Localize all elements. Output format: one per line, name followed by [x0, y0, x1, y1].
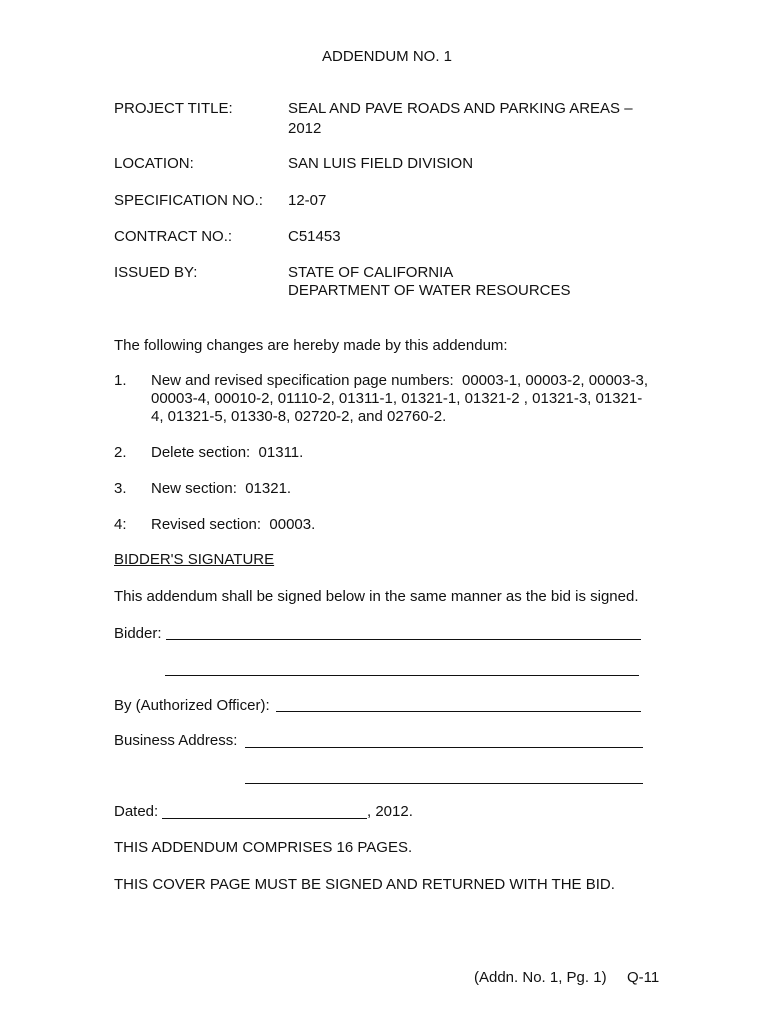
bidder-signature-line[interactable]: [166, 639, 641, 640]
bidder-signature-line-2[interactable]: [165, 675, 639, 676]
changes-intro: The following changes are hereby made by this addendum:: [114, 337, 508, 354]
project-title-value-line2: 2012: [288, 120, 322, 137]
dated-label: Dated:: [114, 803, 159, 820]
business-address-line-2[interactable]: [245, 783, 643, 784]
project-title-label: PROJECT TITLE:: [114, 100, 233, 117]
item-number: 3.: [114, 480, 127, 497]
project-title-value-line1: SEAL AND PAVE ROADS AND PARKING AREAS –: [288, 100, 633, 117]
specification-no-label: SPECIFICATION NO.:: [114, 192, 263, 209]
issued-by-label: ISSUED BY:: [114, 264, 198, 281]
item-text-line: 4, 01321-5, 01330-8, 02720-2, and 02760-2.: [151, 408, 447, 425]
business-address-line[interactable]: [245, 747, 643, 748]
location-label: LOCATION:: [114, 155, 194, 172]
item-number: 2.: [114, 444, 127, 461]
authorized-officer-label: By (Authorized Officer):: [114, 697, 270, 714]
issued-by-value-line1: STATE OF CALIFORNIA: [288, 264, 454, 281]
item-number: 4:: [114, 516, 127, 533]
bidders-signature-heading: BIDDER'S SIGNATURE: [114, 551, 275, 568]
item-text-line: Delete section: 01311.: [151, 444, 304, 461]
specification-no-value: 12-07: [288, 192, 327, 209]
item-text-line: Revised section: 00003.: [151, 516, 316, 533]
bidder-label: Bidder:: [114, 625, 162, 642]
signature-instruction: This addendum shall be signed below in the same manner as the bid is signed.: [114, 588, 639, 605]
issued-by-value-line2: DEPARTMENT OF WATER RESOURCES: [288, 282, 571, 299]
item-text-line: New section: 01321.: [151, 480, 292, 497]
dated-year: , 2012.: [367, 803, 413, 820]
dated-line[interactable]: [162, 818, 367, 819]
document-title: ADDENDUM NO. 1: [322, 48, 453, 65]
authorized-officer-line[interactable]: [276, 711, 641, 712]
pages-note: THIS ADDENDUM COMPRISES 16 PAGES.: [114, 839, 413, 856]
footer-page-code: Q-11: [627, 969, 660, 986]
footer-page-reference: (Addn. No. 1, Pg. 1): [474, 969, 607, 986]
location-value: SAN LUIS FIELD DIVISION: [288, 155, 474, 172]
item-number: 1.: [114, 372, 127, 389]
contract-no-value: C51453: [288, 228, 341, 245]
return-note: THIS COVER PAGE MUST BE SIGNED AND RETURNED WITH THE BID.: [114, 876, 615, 893]
business-address-label: Business Address:: [114, 732, 238, 749]
item-text-line: New and revised specification page numbers: 00003-1, 00003-2, 00003-3,: [151, 372, 648, 389]
contract-no-label: CONTRACT NO.:: [114, 228, 233, 245]
item-text-line: 00003-4, 00010-2, 01110-2, 01311-1, 01321-1, 01321-2 , 01321-3, 01321-: [151, 390, 643, 407]
